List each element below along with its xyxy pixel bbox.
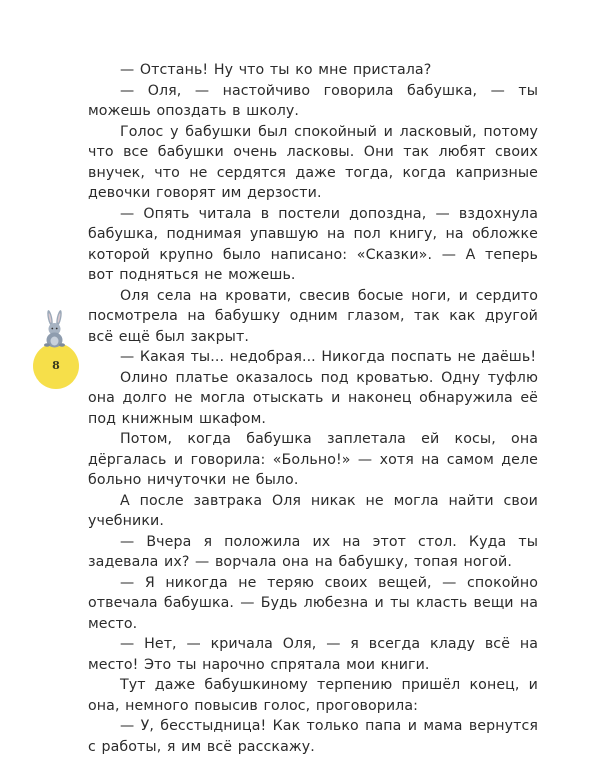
paragraph: А после завтрака Оля никак не могла найти свои учебники. bbox=[88, 492, 538, 529]
paragraph: — Вчера я положила их на этот стол. Куда ты задевала их? — ворчала она на бабушку, топая ногой. bbox=[88, 533, 538, 570]
paragraph: — Я никогда не теряю своих вещей, — спокойно отвечала бабушка. — Будь любезна и ты класть вещи на место. bbox=[88, 574, 538, 632]
paragraph: Олино платье оказалось под кроватью. Одну туфлю она долго не могла отыскать и наконец обнаружила её под книжным шкафом. bbox=[88, 369, 538, 427]
paragraph: — Оля, — настойчиво говорила бабушка, — ты можешь опоздать в школу. bbox=[88, 82, 538, 119]
paragraph: — Нет, — кричала Оля, — я всегда кладу всё на место! Это ты нарочно спрятала мои книги. bbox=[88, 636, 538, 673]
paragraph: Потом, когда бабушка заплетала ей косы, она дёргалась и говорила: «Больно!» — хотя на самом деле больно ничуточки не было. bbox=[88, 431, 538, 488]
paragraph: — Отстань! Ну что ты ко мне пристала? bbox=[120, 62, 432, 78]
paragraph: — Опять читала в постели допоздна, — вздохнула бабушка, поднимая упавшую на пол книгу, на обложке которой крупно было написано: «Сказки». — А теперь вот подняться не можешь. bbox=[88, 205, 538, 283]
story-text bbox=[88, 60, 538, 757]
paragraph: Голос у бабушки был спокойный и ласковый, потому что все бабушки очень ласковы. Они так любят своих внучек, что не сердятся даже тогда, когда капризные девочки говорят им дерзости. bbox=[88, 123, 538, 201]
paragraph: — Какая ты... недобрая... Никогда поспать не даёшь! bbox=[120, 349, 537, 365]
paragraph: — У, бесстыдница! Как только папа и мама вернутся с работы, я им всё расскажу. bbox=[88, 718, 538, 755]
paragraph: Оля села на кровати, свесив босые ноги, и сердито посмотрела на бабушку одним глазом, так как другой всё ещё был закрыт. bbox=[88, 287, 538, 345]
page-number: 8 bbox=[52, 359, 60, 372]
paragraph: Тут даже бабушкиному терпению пришёл конец, и она, немного повысив голос, проговорила: bbox=[88, 677, 538, 714]
bunny-icon bbox=[44, 310, 65, 348]
